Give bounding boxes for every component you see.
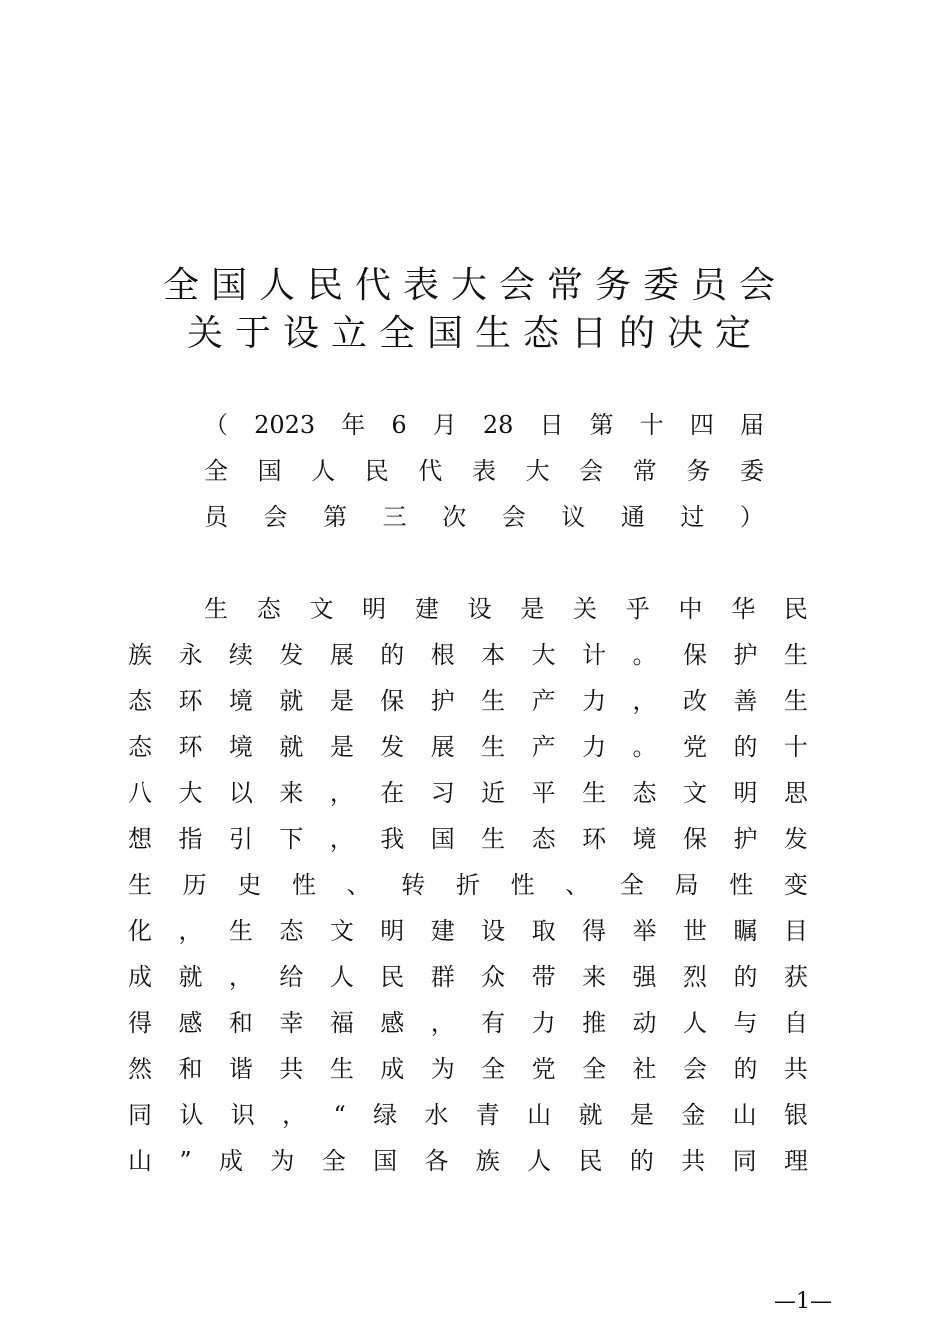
title-line-1: 全国人民代表大会常务委员会 [162,265,787,306]
body-line-13: 山 ” 成 为 全 国 各 族 人 民 的 共 同 理 [128,1147,808,1175]
title-line-2: 关于设立全国生态日的决定 [186,313,763,354]
body-line-3: 态 环 境 就 是 保 护 生 产 力 ， 改 善 生 [128,687,808,715]
body-line-8: 化 ， 生 态 文 明 建 设 取 得 举 世 瞩 目 [128,917,808,945]
body-line-9: 成 就 ， 给 人 民 群 众 带 来 强 烈 的 获 [128,963,808,991]
body-line-2: 族 永 续 发 展 的 根 本 大 计 。 保 护 生 [128,641,808,669]
body-text [128,586,808,1184]
adoption-note [204,402,764,540]
page-number: —1— [774,1289,832,1314]
adoption-line-3: 员 会 第 三 次 会 议 通 过 ） [204,503,764,531]
body-line-11: 然 和 谐 共 生 成 为 全 党 全 社 会 的 共 [128,1055,808,1083]
document-title [0,262,950,358]
body-line-10: 得 感 和 幸 福 感 ， 有 力 推 动 人 与 自 [128,1009,808,1037]
body-line-12: 同 认 识 ， “ 绿 水 青 山 就 是 金 山 银 [128,1101,808,1129]
body-line-1: 生 态 文 明 建 设 是 关 乎 中 华 民 [204,595,808,623]
body-line-5: 八 大 以 来 ， 在 习 近 平 生 态 文 明 思 [128,779,808,807]
body-line-7: 生 历 史 性 、 转 折 性 、 全 局 性 变 [128,871,808,899]
adoption-line-2: 全 国 人 民 代 表 大 会 常 务 委 [204,457,764,485]
adoption-line-1: （ 2023 年 6 月 28 日 第 十 四 届 [204,411,764,439]
body-line-6: 想 指 引 下 ， 我 国 生 态 环 境 保 护 发 [128,825,808,853]
body-line-4: 态 环 境 就 是 发 展 生 产 力 。 党 的 十 [128,733,808,761]
